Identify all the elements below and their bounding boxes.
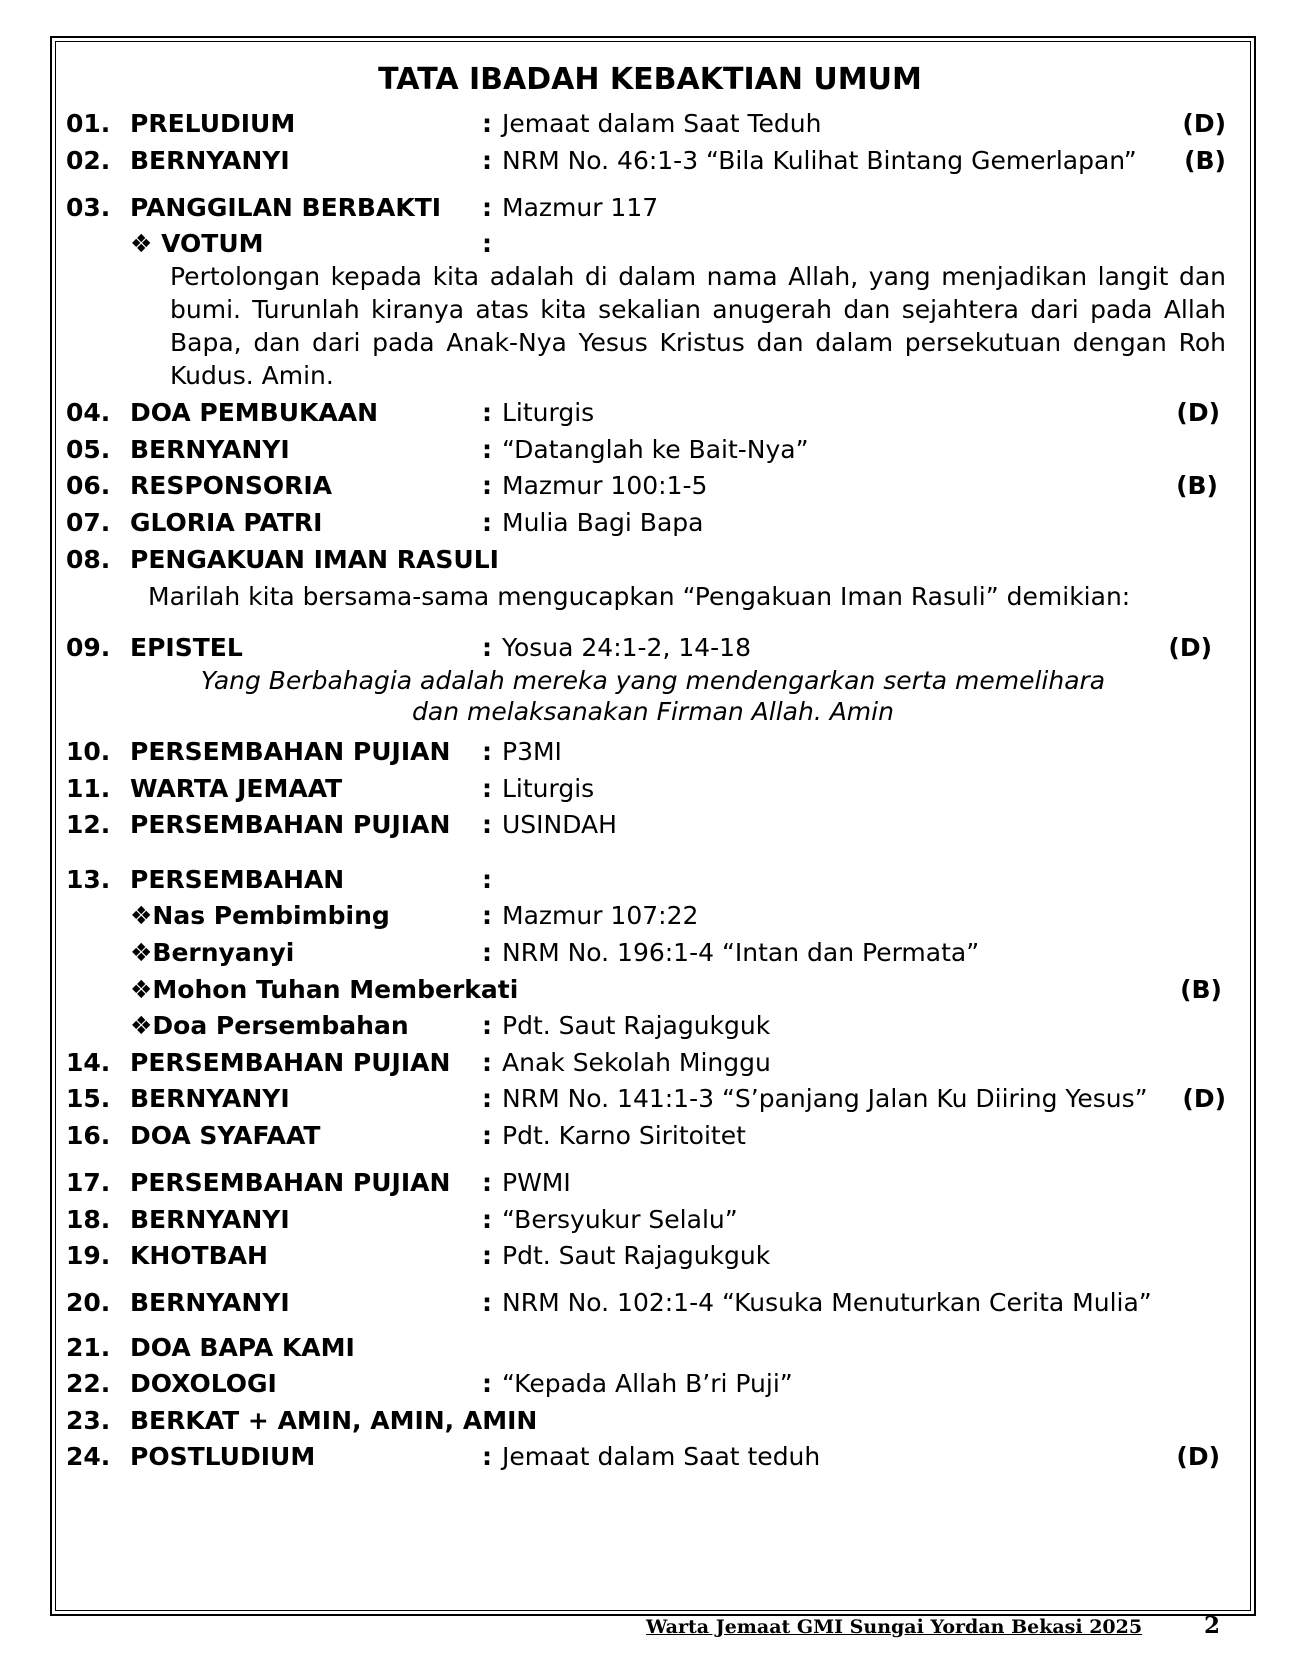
item-colon: : bbox=[482, 737, 492, 766]
item-label: BERNYANYI bbox=[130, 146, 290, 175]
item-label: BERNYANYI bbox=[130, 1084, 290, 1113]
item-value: Yosua 24:1-2, 14-18 bbox=[502, 633, 751, 662]
item-label: GLORIA PATRI bbox=[130, 508, 323, 537]
item-number: 20. bbox=[66, 1288, 111, 1317]
item-value: Mulia Bagi Bapa bbox=[502, 508, 704, 537]
liturgy-item bbox=[66, 1084, 1226, 1114]
item-colon: : bbox=[482, 146, 492, 175]
item-colon: : bbox=[482, 1369, 492, 1398]
item-label: POSTLUDIUM bbox=[130, 1442, 316, 1471]
item-colon: : bbox=[482, 1442, 492, 1471]
liturgy-item bbox=[66, 633, 1226, 663]
item-value: Pdt. Karno Siritoitet bbox=[502, 1121, 746, 1150]
item-label: EPISTEL bbox=[130, 633, 243, 662]
liturgy-item bbox=[66, 1333, 1226, 1363]
item-value: NRM No. 141:1-3 “S’panjang Jalan Ku Diiring Yesus” bbox=[502, 1084, 1148, 1113]
item-number: 24. bbox=[66, 1442, 111, 1471]
item-label: WARTA JEMAAT bbox=[130, 774, 343, 803]
item-value: Mazmur 117 bbox=[502, 193, 659, 222]
item-label: PERSEMBAHAN PUJIAN bbox=[130, 737, 451, 766]
item-colon: : bbox=[482, 810, 492, 839]
item-value: Jemaat dalam Saat teduh bbox=[502, 1442, 821, 1471]
item-number: 08. bbox=[66, 545, 111, 574]
item-label: RESPONSORIA bbox=[130, 471, 332, 500]
item-colon: : bbox=[482, 1205, 492, 1234]
item-colon: : bbox=[482, 471, 492, 500]
item-label: BERNYANYI bbox=[130, 1205, 290, 1234]
item-code: (D) bbox=[1176, 1442, 1220, 1471]
item-number: 01. bbox=[66, 109, 111, 138]
epistel-response-line1: Yang Berbahagia adalah mereka yang mendengarkan serta memelihara bbox=[200, 666, 1106, 695]
liturgy-item bbox=[66, 109, 1226, 139]
item-number: 11. bbox=[66, 774, 111, 803]
subitem-colon: : bbox=[482, 1011, 492, 1040]
liturgy-item bbox=[66, 1288, 1226, 1318]
item-value: “Kepada Allah B’ri Puji” bbox=[502, 1369, 793, 1398]
item-number: 02. bbox=[66, 146, 111, 175]
item-number: 21. bbox=[66, 1333, 111, 1362]
item-value: Liturgis bbox=[502, 774, 595, 803]
item-label: BERNYANYI bbox=[130, 1288, 290, 1317]
subitem-value: Pdt. Saut Rajagukguk bbox=[502, 1011, 771, 1040]
item-label: PERSEMBAHAN PUJIAN bbox=[130, 1048, 451, 1077]
item-number: 12. bbox=[66, 810, 111, 839]
item-code: (B) bbox=[1184, 146, 1226, 175]
item-value: Anak Sekolah Minggu bbox=[502, 1048, 771, 1077]
item-number: 17. bbox=[66, 1168, 111, 1197]
subitem-colon: : bbox=[482, 938, 492, 967]
liturgy-item bbox=[66, 398, 1226, 428]
item-colon: : bbox=[482, 1288, 492, 1317]
item-label: DOA PEMBUKAAN bbox=[130, 398, 379, 427]
pengakuan-intro: Marilah kita bersama-sama mengucapkan “Pengakuan Iman Rasuli” demikian: bbox=[148, 582, 1131, 611]
item-number: 03. bbox=[66, 193, 111, 222]
item-value: USINDAH bbox=[502, 810, 617, 839]
liturgy-item bbox=[66, 1205, 1226, 1235]
liturgy-item bbox=[66, 146, 1226, 176]
item-label: PENGAKUAN IMAN RASULI bbox=[130, 545, 499, 574]
votum-label: ❖ VOTUM bbox=[130, 229, 264, 258]
item-value: NRM No. 102:1-4 “Kusuka Menuturkan Cerita Mulia” bbox=[502, 1288, 1152, 1317]
item-number: 04. bbox=[66, 398, 111, 427]
liturgy-item bbox=[66, 508, 1226, 538]
item-value: “Bersyukur Selalu” bbox=[502, 1205, 738, 1234]
item-number: 06. bbox=[66, 471, 111, 500]
liturgy-item bbox=[66, 1241, 1226, 1271]
item-code: (B) bbox=[1176, 471, 1218, 500]
subitem-colon: : bbox=[482, 901, 492, 930]
subitem-value: Mazmur 107:22 bbox=[502, 901, 699, 930]
page-title: TATA IBADAH KEBAKTIAN UMUM bbox=[378, 62, 922, 97]
item-label: PANGGILAN BERBAKTI bbox=[130, 193, 442, 222]
footer-text: Warta Jemaat GMI Sungai Yordan Bekasi 2025 bbox=[646, 1616, 1143, 1638]
item-number: 07. bbox=[66, 508, 111, 537]
item-code: (D) bbox=[1182, 109, 1226, 138]
liturgy-item bbox=[66, 1406, 1226, 1436]
liturgy-item bbox=[66, 545, 1226, 575]
liturgy-item bbox=[66, 1168, 1226, 1198]
item-colon: : bbox=[482, 398, 492, 427]
epistel-response-line2: dan melaksanakan Firman Allah. Amin bbox=[412, 697, 894, 726]
subitem-label: ❖Doa Persembahan bbox=[130, 1011, 409, 1040]
liturgy-item bbox=[66, 810, 1226, 840]
item-colon: : bbox=[482, 1241, 492, 1270]
liturgy-item bbox=[66, 193, 1226, 223]
item-value: Pdt. Saut Rajagukguk bbox=[502, 1241, 771, 1270]
item-colon: : bbox=[482, 774, 492, 803]
item-colon: : bbox=[482, 1084, 492, 1113]
item-colon: : bbox=[482, 1168, 492, 1197]
liturgy-item bbox=[66, 435, 1226, 465]
votum-text: Pertolongan kepada kita adalah di dalam nama Allah, yang menjadikan langit dan bumi. Turunlah kiranya atas kita sekalian anugerah dan sejahtera dari pada Allah Bapa, dan dari pada Anak-Nya Yesus Kristus dan dalam persekutuan dengan Roh Kudus. Amin. bbox=[170, 262, 1226, 390]
item-number: 15. bbox=[66, 1084, 111, 1113]
liturgy-item bbox=[66, 774, 1226, 804]
item-value: PWMI bbox=[502, 1168, 571, 1197]
item-number: 18. bbox=[66, 1205, 111, 1234]
item-number: 16. bbox=[66, 1121, 111, 1150]
item-label: KHOTBAH bbox=[130, 1241, 268, 1270]
persembahan-subitem bbox=[66, 1011, 1226, 1041]
votum-colon: : bbox=[482, 229, 492, 258]
item-label: PERSEMBAHAN PUJIAN bbox=[130, 1168, 451, 1197]
liturgy-item bbox=[66, 865, 1226, 895]
item-number: 19. bbox=[66, 1241, 111, 1270]
item-number: 23. bbox=[66, 1406, 111, 1435]
liturgy-item bbox=[66, 1121, 1226, 1151]
item-code: (D) bbox=[1176, 398, 1220, 427]
page-number: 2 bbox=[1204, 1612, 1221, 1639]
subitem-value: NRM No. 196:1-4 “Intan dan Permata” bbox=[502, 938, 980, 967]
item-label: DOA BAPA KAMI bbox=[130, 1333, 355, 1362]
subitem-label: ❖Bernyanyi bbox=[130, 938, 295, 967]
item-colon: : bbox=[482, 1048, 492, 1077]
subitem-label: ❖Mohon Tuhan Memberkati bbox=[130, 975, 519, 1004]
item-number: 05. bbox=[66, 435, 111, 464]
subitem-label: ❖Nas Pembimbing bbox=[130, 901, 390, 930]
item-colon: : bbox=[482, 1121, 492, 1150]
persembahan-subitem bbox=[66, 901, 1226, 931]
item-label: DOA SYAFAAT bbox=[130, 1121, 321, 1150]
item-colon: : bbox=[482, 508, 492, 537]
persembahan-subitem bbox=[66, 975, 1226, 1005]
item-number: 13. bbox=[66, 865, 111, 894]
persembahan-subitem bbox=[66, 938, 1226, 968]
votum-row bbox=[66, 229, 1226, 259]
item-label: PERSEMBAHAN bbox=[130, 865, 345, 894]
item-colon: : bbox=[482, 435, 492, 464]
liturgy-item bbox=[66, 471, 1226, 501]
item-colon: : bbox=[482, 193, 492, 222]
item-value: Liturgis bbox=[502, 398, 595, 427]
item-value: Jemaat dalam Saat Teduh bbox=[502, 109, 822, 138]
item-value: Mazmur 100:1-5 bbox=[502, 471, 708, 500]
item-value: P3MI bbox=[502, 737, 562, 766]
item-number: 09. bbox=[66, 633, 111, 662]
item-label: BERKAT + AMIN, AMIN, AMIN bbox=[130, 1406, 538, 1435]
liturgy-item bbox=[66, 1369, 1226, 1399]
item-number: 10. bbox=[66, 737, 111, 766]
item-number: 22. bbox=[66, 1369, 111, 1398]
liturgy-item bbox=[66, 737, 1226, 767]
item-label: BERNYANYI bbox=[130, 435, 290, 464]
subitem-code: (B) bbox=[1180, 975, 1222, 1004]
item-label: DOXOLOGI bbox=[130, 1369, 277, 1398]
item-code: (D) bbox=[1168, 633, 1212, 662]
item-number: 14. bbox=[66, 1048, 111, 1077]
item-label: PRELUDIUM bbox=[130, 109, 296, 138]
item-value: NRM No. 46:1-3 “Bila Kulihat Bintang Gemerlapan” bbox=[502, 146, 1137, 175]
item-colon: : bbox=[482, 633, 492, 662]
liturgy-item bbox=[66, 1048, 1226, 1078]
item-label: PERSEMBAHAN PUJIAN bbox=[130, 810, 451, 839]
item-colon: : bbox=[482, 109, 492, 138]
item-colon: : bbox=[482, 865, 492, 894]
item-value: “Datanglah ke Bait-Nya” bbox=[502, 435, 809, 464]
item-code: (D) bbox=[1182, 1084, 1226, 1113]
liturgy-item bbox=[66, 1442, 1226, 1472]
